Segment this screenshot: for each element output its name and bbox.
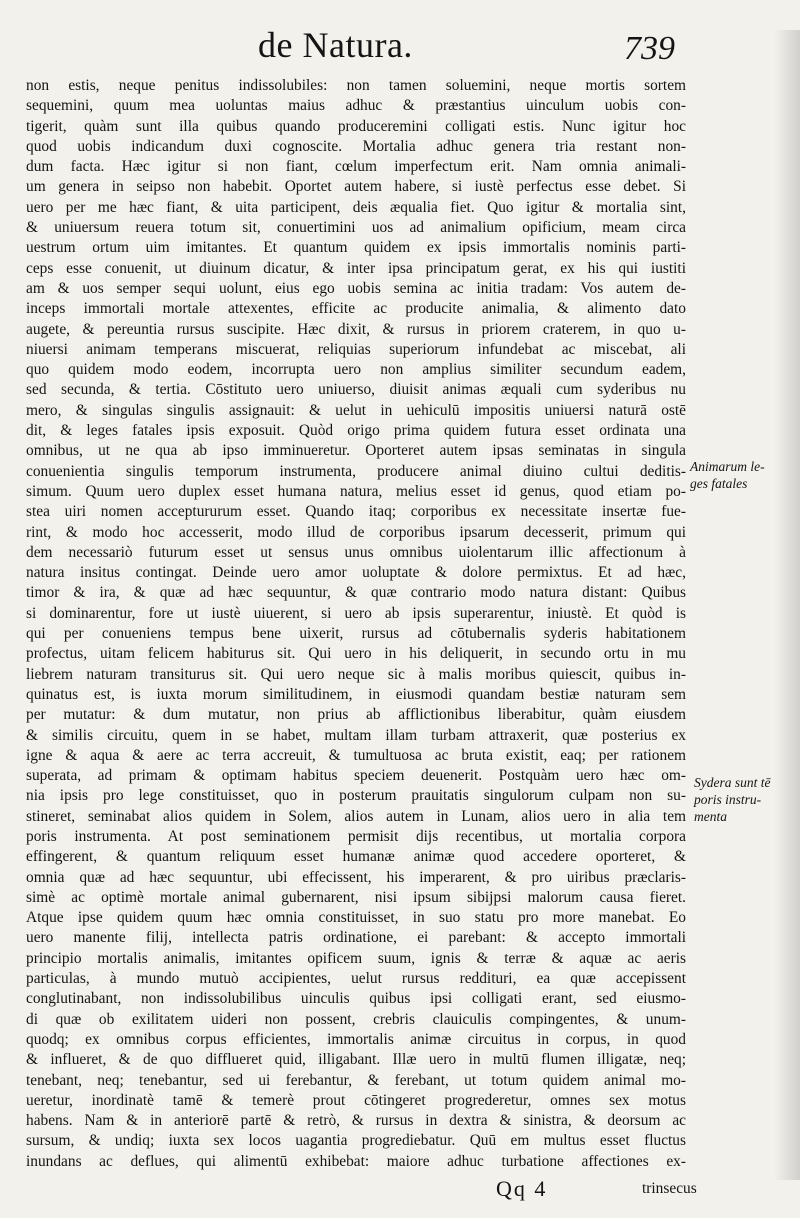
text-line: niuersi animam temperans miscuerat, reliquias superiorum infundebat ac miscebat, ali <box>26 340 686 358</box>
text-line: liebrem naturam transiturus sit. Qui uero neque sic à malis moribus quiescit, quibus in- <box>26 665 686 683</box>
text-line: uero per me hæc fiant, & uita participent, deis æqualia fiet. Quo igitur & mortalia sint, <box>26 198 686 216</box>
text-line: non estis, neque penitus indissolubiles: non tamen soluemini, neque mortis sortem <box>26 77 686 94</box>
text-line: profectus, uitam felicem habiturus sit. Qui uero in his deliquerit, in secundo ortu in mu <box>26 645 686 663</box>
page-number: 739 <box>624 30 675 67</box>
signature-mark: Qq 4 <box>496 1176 548 1201</box>
text-line: dem necessariò futurum esset ut sensus unus omnibus uiolentarum illic affectionum à <box>26 543 686 561</box>
text-line: stea uiri nomen acceptururum esset. Quando itaq; corporibus ex necessitate insertæ fue- <box>26 503 686 521</box>
margin-note-line: menta <box>694 809 727 824</box>
text-line: per mutatur: & dum mutatur, non prius ab afflictionibus liberabitur, quàm eiusdem <box>26 706 686 724</box>
text-line: stineret, seminabat alios quidem in Solem, alios autem in Lunam, alios uero in alia tem <box>26 807 686 825</box>
text-line: & uniuersum reuera totum sit, conuertimini uos ad animalium opificium, meam circa <box>26 219 686 237</box>
text-line: conglutinabant, non indissolubilibus uinculis quibus ipsi colligati erant, sed eiusmo- <box>26 990 686 1008</box>
text-line: effingerent, & quantum reliquum esset humanæ animæ quod accedere oporteret, & <box>26 848 686 866</box>
margin-note-line: ges fatales <box>690 476 748 491</box>
text-line: rint, & modo hoc accesserit, modo illud de corporibus ipsarum decesserit, primum qui <box>26 523 686 541</box>
running-head: de Natura. <box>258 25 413 65</box>
text-line: mero, & singulas singulis assignauit: & uelut in uehiculū impositis uniuersi naturā ostē <box>26 401 686 419</box>
text-line: quodq; ex omnibus corpus efficientes, immortalis animæ circuitus in corpus, in quod <box>26 1030 686 1048</box>
text-line: superata, ad primam & optimam habitus speciem deuenerit. Postquàm uero hæc om- <box>26 767 686 785</box>
margin-note-line: Sydera sunt tē <box>694 775 771 790</box>
facing-page-bleed <box>774 30 800 1180</box>
text-line: quod uobis indicandum duxi cognoscite. Mortalia adhuc genera tria restant non- <box>26 137 686 155</box>
text-line: simè ac optimè mortale animal gubernarent, nisi ipsum sibijpsi malorum causa fieret. <box>26 888 686 906</box>
text-line: tigerit, quàm sunt illa quibus quando produceremini colligati estis. Nunc igitur hoc <box>26 117 686 135</box>
text-line: Atque ipse quidem quum hæc omnia constituisset, in suo statu pro more manebat. Eo <box>26 909 686 927</box>
main-text-block <box>26 76 686 1172</box>
text-line: ceps esse conuenit, ut diuinum dicatur, & inter ipsa principatum gerat, ex his qui iustiti <box>26 259 686 277</box>
text-line: principio mortalis animalis, imitantes opificem suum, ignis & terræ & aquæ ac aeris <box>26 949 686 967</box>
text-line: si dominarentur, fore ut iustè uiuerent, si uero ab ipsis superarentur, iniustè. Et quòd is <box>26 604 686 622</box>
text-line: dum facta. Hæc igitur si non fiant, cœlum imperfectum erit. Nam omnia animali- <box>26 158 686 176</box>
text-line: inundans ac deflues, qui alimentū exhibebat: maiore adhuc turbatione affectiones ex- <box>26 1152 686 1170</box>
text-line: di quæ ob exilitatem uideri non possent, crebris clauiculis compingentes, & unum- <box>26 1010 686 1028</box>
margin-note-line: poris instru- <box>694 792 762 807</box>
margin-note-line: Animarum le- <box>690 459 765 474</box>
text-line: ueretur, inordinatè tamē & temerè prout cōtingeret progrederetur, omnes sex motus <box>26 1091 686 1109</box>
text-line: sequemini, quum mea uoluntas maius adhuc & præstantius uinculum uobis con- <box>26 97 686 115</box>
text-line: quinatus est, is iuxta morum similitudinem, in eiusmodi quandam bestiæ naturam sem <box>26 685 686 703</box>
text-line: & similis circuitu, quem in se habet, multam illam turbam attraxerit, quæ posterius ex <box>26 726 686 744</box>
text-line: nia ipsis pro lege constituisset, quo in posterum prauitatis singulorum culpam non su- <box>26 787 686 805</box>
text-line: qui per conueniens tempus bene uixerit, rursus ad cōtubernalis syderis habitationem <box>26 625 686 643</box>
text-line: timor & ira, & quæ ad hæc sequuntur, & quæ contrario modo natura distant: Quibus <box>26 584 686 602</box>
text-line: omnibus, ut ne qua ab ipso imminueretur. Oporteret autem ipsas seminatas in singula <box>26 442 686 460</box>
text-line: omnia quæ ad hæc sequuntur, ubi effecissent, his imperarent, & pro uiribus præclaris- <box>26 868 686 886</box>
text-line: simum. Quum uero duplex esset humana natura, melius esset id genus, quod etiam po- <box>26 482 686 500</box>
text-line: conuenientia singulis temporum instrumenta, producere animal diuino cultui deditis- <box>26 462 686 480</box>
text-line: uero manente filij, intellecta patris ordinatione, ei parebant: & accepto immortali <box>26 929 686 947</box>
text-line: quo quidem modo eodem, incorrupta uero non amplius similiter secundum eadem, <box>26 361 686 379</box>
text-line: habens. Nam & in anteriorē partē & retrò, & rursus in dextra & sinistra, & deorsum ac <box>26 1112 686 1130</box>
text-line: tenebant, neq; tenebantur, sed ui ferebantur, & ferebant, ut totum quidem animal mo- <box>26 1071 686 1089</box>
text-line: igne & aqua & aere ac terra accreuit, & tumultuosa ac bruta existit, eaq; per rationem <box>26 746 686 764</box>
text-line: natura insitus contingat. Deinde uero amor uoluptate & dolore permixtus. Et ad hæc, <box>26 564 686 582</box>
text-line: & influeret, & de quo difflueret quid, illigabant. Illæ uero in multū flumen illigatæ, neq; <box>26 1051 686 1069</box>
text-line: inceps immortali mortale attexentes, efficite ac producite animalia, & alimento dato <box>26 300 686 318</box>
margin-note-stars <box>694 774 771 825</box>
text-line: particulas, à mundo mutuò accipientes, uelut rursus reddituri, ea quæ accepissent <box>26 970 686 988</box>
text-line: poris instrumenta. At post seminationem permisit dijs recentibus, ut mortalia corpora <box>26 827 686 845</box>
text-line: uestrum ortum uim imitantes. Et quantum quidem ex ipsis immortalis nominis parti- <box>26 239 686 257</box>
text-line: sed secunda, & tertia. Cōstituto uero uniuerso, diuisit animas æquali cum syderibus nu <box>26 381 686 399</box>
text-line: sursum, & undiq; iuxta sex locos uagantia progrediebatur. Quū em multus esset fluctus <box>26 1132 686 1150</box>
catchword: trinsecus <box>642 1180 697 1197</box>
margin-note-fatal-laws <box>690 458 765 492</box>
text-line: augete, & pereuntia rursus suscipite. Hæc dixit, & rursus in priorem craterem, in quo u- <box>26 320 686 338</box>
text-line: dit, & leges fatales ipsis exposuit. Quòd origo prima quidem futura esset ordinata una <box>26 422 686 440</box>
text-line: um genera in seipso non habebit. Oportet autem habere, si iustè perfectus esse debet. Si <box>26 178 686 196</box>
text-line: am & uos semper sequi uolunt, eius ego uobis semina ac initia tradam: Vos autem de- <box>26 279 686 297</box>
